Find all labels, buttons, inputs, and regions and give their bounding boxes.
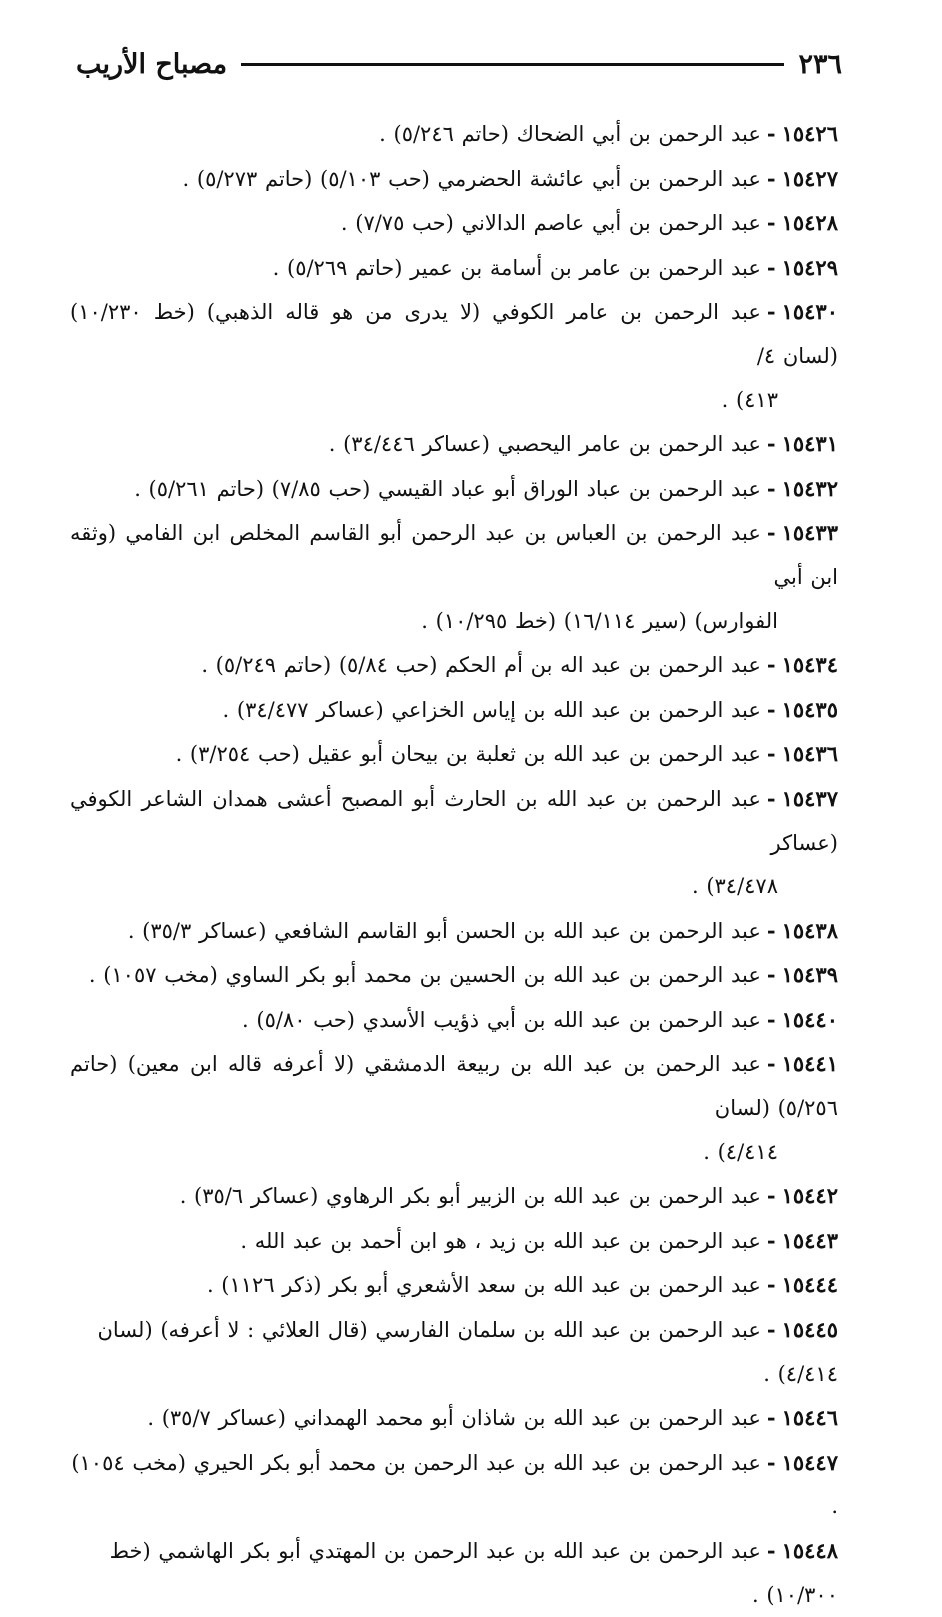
entry-number: ١٥٤٤٣ <box>781 1227 838 1253</box>
entry-text: عبد الرحمن بن أبي عاصم الدالاني (حب ٧/٧٥) . <box>340 211 761 236</box>
entry-number: ١٥٤٤٤ <box>781 1272 838 1298</box>
entry-dash: - <box>766 1538 776 1563</box>
entry-15433 <box>70 511 838 643</box>
entry-text: عبد الرحمن بن عبد الله بن إياس الخزاعي (عساكر ٣٤/٤٧٧) . <box>222 697 761 722</box>
entry-15445 <box>70 1308 838 1396</box>
entry-text: عبد الرحمن بن عبد الله بن زيد ، هو ابن أحمد بن عبد الله . <box>240 1228 761 1253</box>
entry-dash: - <box>766 917 776 943</box>
entry-dash: - <box>766 1183 776 1209</box>
entry-15446 <box>70 1396 838 1441</box>
page-header <box>76 44 842 84</box>
entry-text: عبد الرحمن بن أبي الضحاك (حاتم ٥/٢٤٦) . <box>379 122 761 146</box>
entry-15426 <box>70 112 838 157</box>
entry-text: عبد الرحمن بن عامر بن أسامة بن عمير (حاتم ٥/٢٦٩) . <box>272 255 761 280</box>
entry-text: عبد الرحمن بن عباد الوراق أبو عباد القيسي (حب ٧/٨٥) (حاتم ٥/٢٦١) . <box>134 476 761 501</box>
entry-number: ١٥٤٤١ <box>781 1051 838 1077</box>
entry-continuation: ٣٤/٤٧٨) . <box>691 874 778 899</box>
entry-number: ١٥٤٢٩ <box>781 254 838 280</box>
entry-dash: - <box>766 1006 776 1032</box>
entry-text: عبد الرحمن بن عبد الله بن ربيعة الدمشقي (لا أعرفه قاله ابن معين) (حاتم ٥/٢٥٦) (لسان <box>70 1052 838 1121</box>
entry-number: ١٥٤٣٠ <box>781 299 838 325</box>
entry-15430 <box>70 290 838 422</box>
entry-text: عبد الرحمن بن عبد اله بن أم الحكم (حب ٥/٨٤) (حاتم ٥/٢٤٩) . <box>201 653 761 678</box>
entry-dash: - <box>766 1405 776 1431</box>
entry-number: ١٥٤٤٦ <box>781 1405 838 1431</box>
entry-dash: - <box>766 741 776 767</box>
entry-dash: - <box>766 785 776 811</box>
entry-number: ١٥٤٣٩ <box>781 962 838 988</box>
entry-number: ١٥٤٢٦ <box>781 121 838 146</box>
entry-number: ١٥٤٤٠ <box>781 1006 838 1032</box>
entry-dash: - <box>766 165 776 191</box>
page-number: ٢٣٦ <box>798 48 842 80</box>
entry-number: ١٥٤٣٨ <box>781 917 838 943</box>
entry-text: عبد الرحمن بن عبد الله بن شاذان أبو محمد الهمداني (عساكر ٣٥/٧) . <box>147 1406 761 1431</box>
entry-15435 <box>70 688 838 733</box>
entry-15447 <box>70 1441 838 1529</box>
entry-15434 <box>70 643 838 688</box>
entry-dash: - <box>766 1449 776 1475</box>
entry-dash: - <box>766 1227 776 1253</box>
entry-number: ١٥٤٢٧ <box>781 165 838 191</box>
entry-text: عبد الرحمن بن عبد الله بن الحارث أبو المصبح أعشى همدان الشاعر الكوفي (عساكر <box>70 786 838 855</box>
entry-number: ١٥٤٤٢ <box>781 1183 838 1209</box>
entry-number: ١٥٤٣٢ <box>781 475 838 501</box>
entry-15438 <box>70 909 838 954</box>
entry-text: عبد الرحمن بن عبد الله بن ثعلبة بن بيحان أبو عقيل (حب ٣/٢٥٤) . <box>175 742 761 767</box>
entry-dash: - <box>766 962 776 988</box>
entry-number: ١٥٤٤٨ <box>781 1538 838 1563</box>
entry-text: عبد الرحمن بن عبد الله بن عبد الرحمن بن المهتدي أبو بكر الهاشمي (خط ١٠/٣٠٠) . <box>109 1539 838 1607</box>
entry-15443 <box>70 1219 838 1264</box>
entry-dash: - <box>766 121 776 146</box>
entry-text: عبد الرحمن بن عبد الله بن أبي ذؤيب الأسدي (حب ٥/٨٠) . <box>242 1007 761 1032</box>
entry-dash: - <box>766 210 776 236</box>
entry-list <box>70 112 838 1617</box>
entry-15428 <box>70 201 838 246</box>
entry-15436 <box>70 732 838 777</box>
entry-15431 <box>70 422 838 467</box>
entry-dash: - <box>766 299 776 325</box>
entry-15448 <box>70 1529 838 1617</box>
entry-continuation: ٤١٣) . <box>721 387 778 412</box>
entry-text: عبد الرحمن بن عامر الكوفي (لا يدرى من هو قاله الذهبي) (خط ١٠/٢٣٠) (لسان ٤/ <box>70 300 838 368</box>
entry-dash: - <box>766 475 776 501</box>
entry-dash: - <box>766 652 776 678</box>
entry-number: ١٥٤٣١ <box>781 431 838 457</box>
entry-dash: - <box>766 520 776 546</box>
entry-dash: - <box>766 696 776 722</box>
entry-dash: - <box>766 254 776 280</box>
entry-number: ١٥٤٣٧ <box>781 785 838 811</box>
entry-number: ١٥٤٣٣ <box>781 520 838 546</box>
entry-continuation: ٤/٤١٤) . <box>703 1139 778 1164</box>
entry-text: عبد الرحمن بن عامر اليحصبي (عساكر ٣٤/٤٤٦) . <box>328 432 761 457</box>
entry-15437 <box>70 777 838 909</box>
entry-number: ١٥٤٣٦ <box>781 741 838 767</box>
entry-text: عبد الرحمن بن أبي عائشة الحضرمي (حب ٥/١٠٣) (حاتم ٥/٢٧٣) . <box>182 166 761 191</box>
entry-text: عبد الرحمن بن العباس بن عبد الرحمن أبو القاسم المخلص ابن الفامي (وثقه ابن أبي <box>70 521 838 589</box>
entry-15444 <box>70 1263 838 1308</box>
entry-15439 <box>70 953 838 998</box>
entry-15427 <box>70 157 838 202</box>
running-title: مصباح الأريب <box>76 48 228 80</box>
entry-number: ١٥٤٢٨ <box>781 210 838 236</box>
entry-text: عبد الرحمن بن عبد الله بن الزبير أبو بكر الرهاوي (عساكر ٣٥/٦) . <box>179 1184 761 1209</box>
entry-continuation: الفوارس) (سير ١٦/١١٤) (خط ١٠/٢٩٥) . <box>421 608 778 633</box>
entry-15442 <box>70 1174 838 1219</box>
entry-number: ١٥٤٤٥ <box>781 1317 838 1343</box>
entry-number: ١٥٤٣٤ <box>781 652 838 678</box>
entry-dash: - <box>766 1317 776 1343</box>
entry-text: عبد الرحمن بن عبد الله بن سعد الأشعري أبو بكر (ذكر ١١٢٦) . <box>206 1273 761 1298</box>
entry-dash: - <box>766 1272 776 1298</box>
header-rule <box>241 63 784 66</box>
entry-dash: - <box>766 431 776 457</box>
entry-text: عبد الرحمن بن عبد الله بن عبد الرحمن بن محمد أبو بكر الحيري (مخب ١٠٥٤) . <box>71 1450 838 1519</box>
entry-number: ١٥٤٣٥ <box>781 696 838 722</box>
entry-text: عبد الرحمن بن عبد الله بن الحسن أبو القاسم الشافعي (عساكر ٣٥/٣) . <box>127 918 761 943</box>
entry-text: عبد الرحمن بن عبد الله بن الحسين بن محمد أبو بكر الساوي (مخب ١٠٥٧) . <box>88 963 761 988</box>
entry-dash: - <box>766 1051 776 1077</box>
entry-number: ١٥٤٤٧ <box>781 1449 838 1475</box>
entry-15440 <box>70 998 838 1043</box>
entry-15429 <box>70 246 838 291</box>
entry-text: عبد الرحمن بن عبد الله بن سلمان الفارسي (قال العلائي : لا أعرفه) (لسان ٤/٤١٤) . <box>97 1318 838 1386</box>
entry-15432 <box>70 467 838 512</box>
entry-15441 <box>70 1042 838 1174</box>
